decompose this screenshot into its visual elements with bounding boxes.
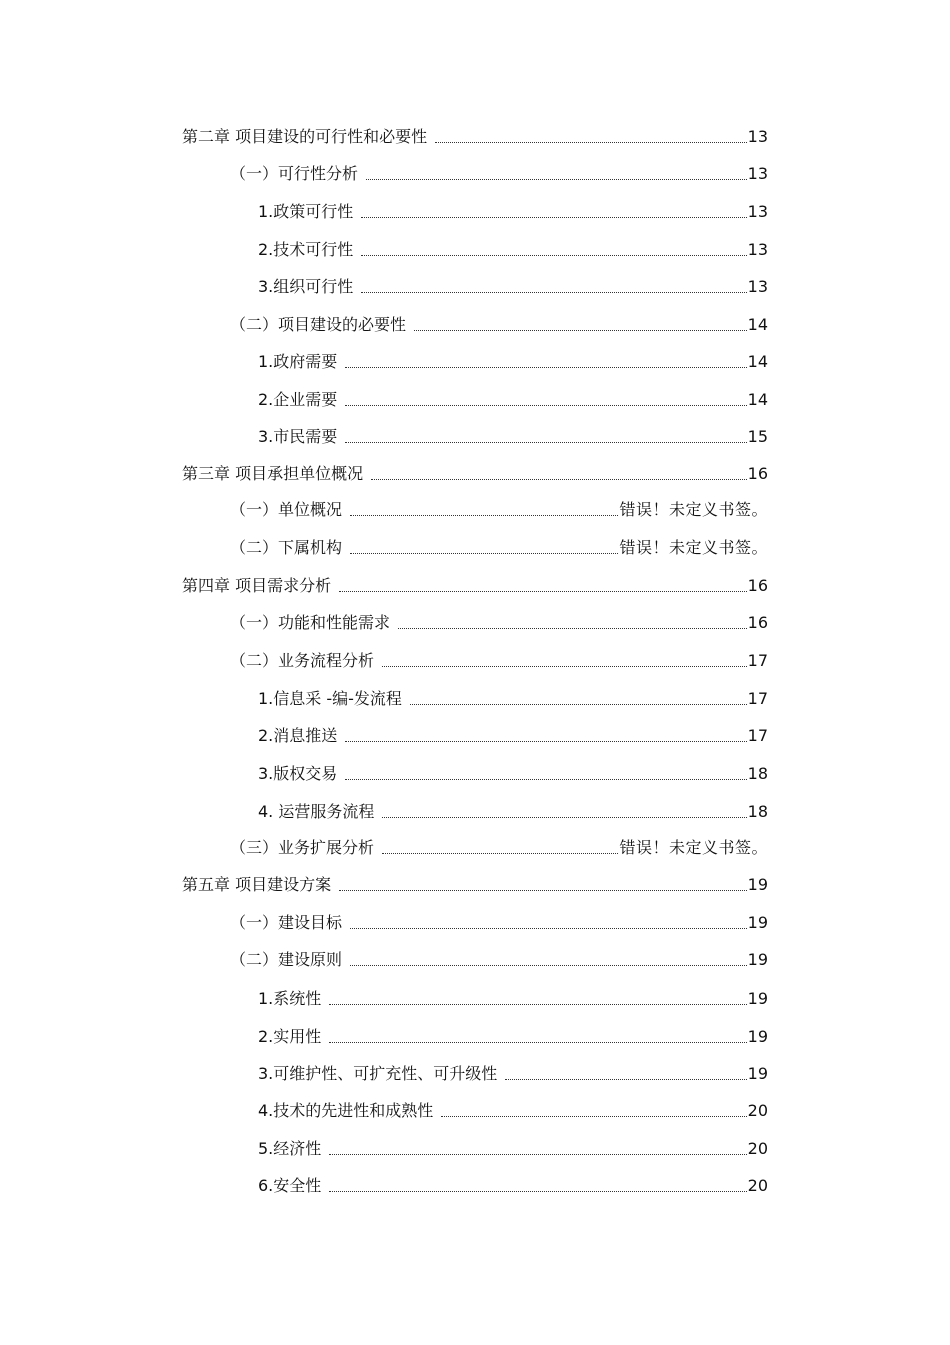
toc-leader-dots	[382, 817, 746, 818]
toc-leader-dots	[345, 741, 746, 742]
toc-entry[interactable]	[258, 200, 768, 222]
toc-entry[interactable]	[230, 498, 768, 520]
toc-entry-label: 1.信息采 -编-发流程	[258, 689, 402, 708]
toc-entry-label: 6.安全性	[258, 1176, 322, 1195]
toc-leader-dots	[329, 1154, 746, 1155]
toc-entry-page: 13	[747, 277, 768, 296]
toc-leader-dots	[410, 704, 747, 705]
toc-entry[interactable]	[182, 873, 768, 895]
toc-entry[interactable]	[182, 462, 768, 484]
toc-entry-label: 2.消息推送	[258, 726, 338, 745]
toc-entry-label: 3.组织可行性	[258, 277, 354, 296]
toc-entry-page: 16	[747, 464, 768, 483]
toc-entry-page: 19	[747, 989, 768, 1008]
toc-entry[interactable]	[258, 275, 768, 297]
toc-entry[interactable]	[182, 574, 768, 596]
toc-entry-label: 1.政策可行性	[258, 202, 354, 221]
toc-entry[interactable]	[230, 948, 768, 970]
toc-entry[interactable]	[258, 425, 768, 447]
toc-entry-label: 2.技术可行性	[258, 240, 354, 259]
toc-entry-page: 19	[747, 1064, 768, 1083]
toc-entry-page: 13	[747, 202, 768, 221]
toc-leader-dots	[345, 367, 746, 368]
toc-entry-label: 5.经济性	[258, 1139, 322, 1158]
toc-entry[interactable]	[258, 987, 768, 1009]
toc-leader-dots	[345, 442, 746, 443]
toc-leader-dots	[329, 1004, 746, 1005]
toc-entry-page: 17	[747, 726, 768, 745]
toc-entry-label: （三）业务扩展分析	[230, 838, 375, 857]
toc-entry[interactable]	[258, 1137, 768, 1159]
toc-leader-dots	[505, 1079, 746, 1080]
toc-entry-page: 15	[747, 427, 768, 446]
toc-leader-dots	[382, 853, 618, 854]
toc-entry-label: 第四章 项目需求分析	[182, 576, 332, 595]
toc-entry[interactable]	[258, 1099, 768, 1121]
toc-leader-dots	[350, 553, 618, 554]
toc-entry-page: 13	[747, 240, 768, 259]
toc-entry-page: 14	[747, 352, 768, 371]
toc-entry-label: （一）单位概况	[230, 500, 343, 519]
toc-leader-dots	[361, 292, 746, 293]
toc-entry[interactable]	[230, 836, 768, 858]
toc-entry-label: 第五章 项目建设方案	[182, 875, 332, 894]
toc-entry-label: 3.版权交易	[258, 764, 338, 783]
toc-entry[interactable]	[230, 536, 768, 558]
toc-leader-dots	[382, 666, 747, 667]
toc-entry[interactable]	[230, 313, 768, 335]
toc-entry[interactable]	[258, 687, 768, 709]
toc-entry-page: 13	[747, 127, 768, 146]
toc-entry-page: 19	[747, 950, 768, 969]
toc-entry-page: 17	[747, 689, 768, 708]
toc-leader-dots	[350, 928, 747, 929]
toc-entry-page-error: 错误！未定义书签。	[619, 538, 768, 557]
toc-entry-label: （二）建设原则	[230, 950, 343, 969]
toc-entry[interactable]	[258, 388, 768, 410]
toc-leader-dots	[441, 1116, 746, 1117]
toc-entry-label: 第三章 项目承担单位概况	[182, 464, 364, 483]
toc-entry[interactable]	[258, 724, 768, 746]
toc-entry-label: 4.技术的先进性和成熟性	[258, 1101, 434, 1120]
toc-entry-page: 14	[747, 390, 768, 409]
toc-entry[interactable]	[258, 238, 768, 260]
toc-leader-dots	[361, 255, 746, 256]
toc-entry-label: （一）可行性分析	[230, 164, 359, 183]
toc-entry-label: 1.政府需要	[258, 352, 338, 371]
toc-entry-page: 18	[747, 764, 768, 783]
toc-entry-label: （二）项目建设的必要性	[230, 315, 407, 334]
toc-entry[interactable]	[230, 162, 768, 184]
toc-leader-dots	[345, 779, 746, 780]
toc-leader-dots	[339, 890, 747, 891]
toc-entry-page: 19	[747, 1027, 768, 1046]
toc-entry-page: 20	[747, 1139, 768, 1158]
toc-entry-label: 第二章 项目建设的可行性和必要性	[182, 127, 428, 146]
toc-entry-label: 3.可维护性、可扩充性、可升级性	[258, 1064, 498, 1083]
toc-entry[interactable]	[230, 911, 768, 933]
toc-entry-page: 13	[747, 164, 768, 183]
toc-entry-page-error: 错误！未定义书签。	[619, 500, 768, 519]
toc-leader-dots	[398, 628, 747, 629]
toc-leader-dots	[345, 405, 746, 406]
toc-entry[interactable]	[258, 762, 768, 784]
toc-entry-label: （一）建设目标	[230, 913, 343, 932]
toc-entry-label: （二）下属机构	[230, 538, 343, 557]
toc-entry[interactable]	[230, 611, 768, 633]
toc-leader-dots	[329, 1042, 746, 1043]
toc-leader-dots	[361, 217, 746, 218]
toc-entry-page-error: 错误！未定义书签。	[619, 838, 768, 857]
toc-entry-page: 20	[747, 1176, 768, 1195]
toc-entry-label: 3.市民需要	[258, 427, 338, 446]
toc-entry-label: 1.系统性	[258, 989, 322, 1008]
toc-entry[interactable]	[182, 125, 768, 147]
toc-entry-label: （二）业务流程分析	[230, 651, 375, 670]
toc-entry-page: 16	[747, 613, 768, 632]
toc-entry[interactable]	[230, 649, 768, 671]
toc-leader-dots	[435, 142, 747, 143]
toc-entry-page: 17	[747, 651, 768, 670]
toc-leader-dots	[329, 1191, 746, 1192]
toc-leader-dots	[350, 515, 618, 516]
toc-leader-dots	[414, 330, 747, 331]
toc-entry[interactable]	[258, 1174, 768, 1196]
toc-entry-label: 2.实用性	[258, 1027, 322, 1046]
toc-leader-dots	[366, 179, 747, 180]
toc-entry-label: 4. 运营服务流程	[258, 802, 375, 821]
toc-entry-page: 16	[747, 576, 768, 595]
toc-leader-dots	[339, 591, 747, 592]
toc-leader-dots	[371, 479, 747, 480]
toc-entry[interactable]	[258, 1025, 768, 1047]
toc-entry-label: （一）功能和性能需求	[230, 613, 391, 632]
toc-entry-page: 14	[747, 315, 768, 334]
toc-entry[interactable]	[258, 800, 768, 822]
toc-entry[interactable]	[258, 350, 768, 372]
toc-entry-label: 2.企业需要	[258, 390, 338, 409]
toc-entry-page: 19	[747, 913, 768, 932]
toc-entry-page: 18	[747, 802, 768, 821]
toc-leader-dots	[350, 965, 747, 966]
toc-entry-page: 20	[747, 1101, 768, 1120]
toc-entry-page: 19	[747, 875, 768, 894]
toc-entry[interactable]	[258, 1062, 768, 1084]
